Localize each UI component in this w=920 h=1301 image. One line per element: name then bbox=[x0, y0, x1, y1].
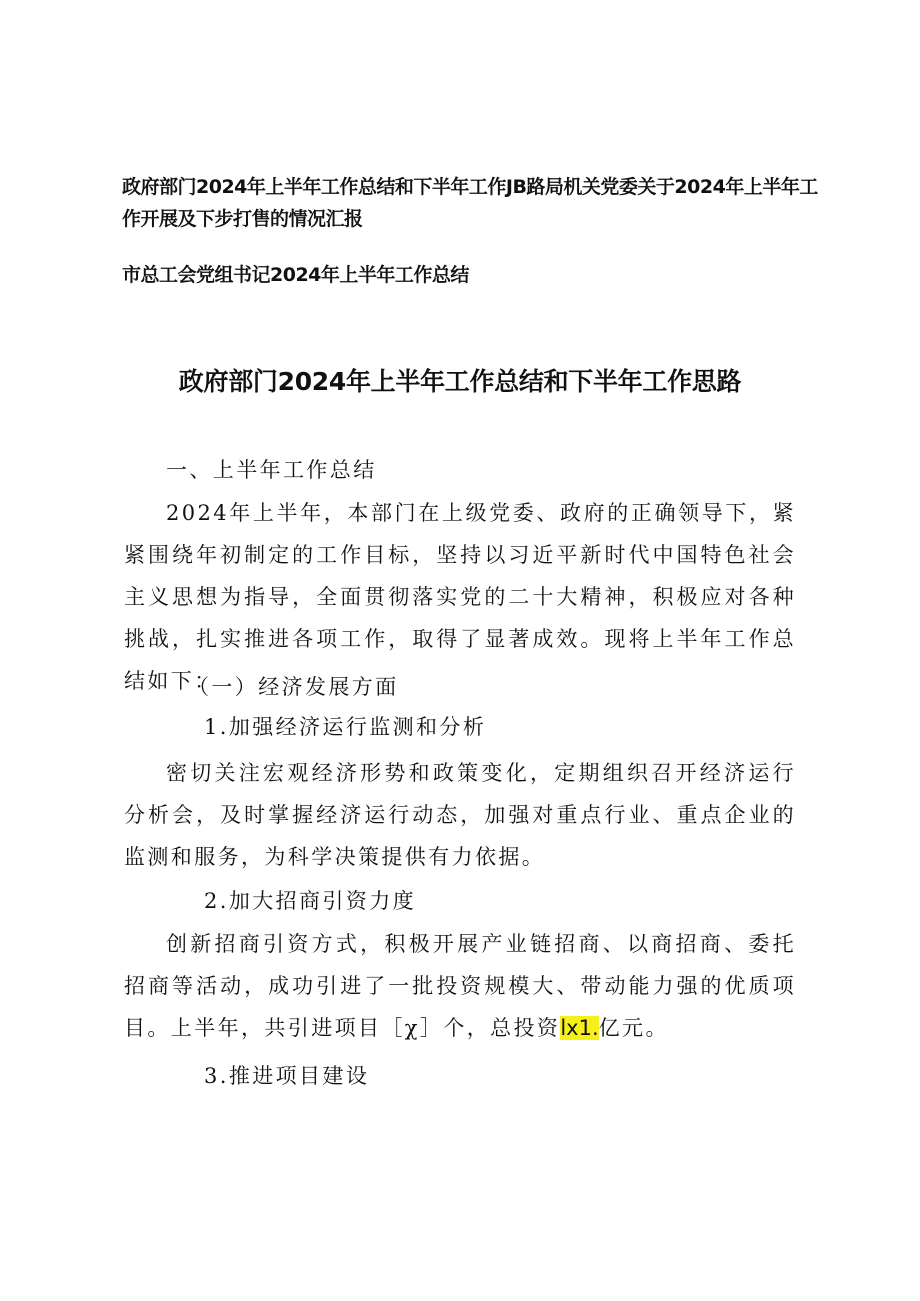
document-title: 政府部门2024年上半年工作总结和下半年工作思路 bbox=[178, 367, 742, 396]
item2-heading: 2.加大招商引资力度 bbox=[204, 889, 417, 913]
related-article-link-2[interactable] bbox=[122, 259, 822, 291]
item2-paragraph-suffix: 亿元。 bbox=[598, 1016, 669, 1040]
item3-heading: 3.推进项目建设 bbox=[204, 1064, 370, 1088]
intro-paragraph: 2024年上半年，本部门在上级党委、政府的正确领导下，紧紧围绕年初制定的工作目标，坚持以习近平新时代中国特色社会主义思想为指导，全面贯彻落实党的二十大精神，积极应对各种挑战，扎实推进各项工作，取得了显著成效。现将上半年工作总结如下： bbox=[124, 501, 796, 693]
highlighted-value: lx1. bbox=[560, 1016, 599, 1040]
related-article-title-2[interactable]: 市总工会党组书记2024年上半年工作总结 bbox=[122, 264, 469, 286]
subsection-heading: （一）经济发展方面 bbox=[188, 675, 399, 699]
section-heading: 一、上半年工作总结 bbox=[166, 458, 377, 482]
related-article-link-1[interactable] bbox=[122, 171, 822, 235]
item2-paragraph-text: 创新招商引资方式，积极开展产业链招商、以商招商、委托招商等活动，成功引进了一批投资规模大、带动能力强的优质项目。上半年，共引进项目［χ］个，总投资 bbox=[124, 932, 796, 1040]
item2-paragraph bbox=[124, 923, 796, 1049]
item1-paragraph: 密切关注宏观经济形势和政策变化，定期组织召开经济运行分析会，及时掌握经济运行动态，加强对重点行业、重点企业的监测和服务，为科学决策提供有力依据。 bbox=[124, 761, 796, 869]
item1-heading: 1.加强经济运行监测和分析 bbox=[204, 715, 487, 739]
related-article-title-1[interactable]: 政府部门2024年上半年工作总结和下半年工作JB路局机关党委关于2024年上半年工作开展及下步打售的情况汇报 bbox=[122, 176, 818, 230]
